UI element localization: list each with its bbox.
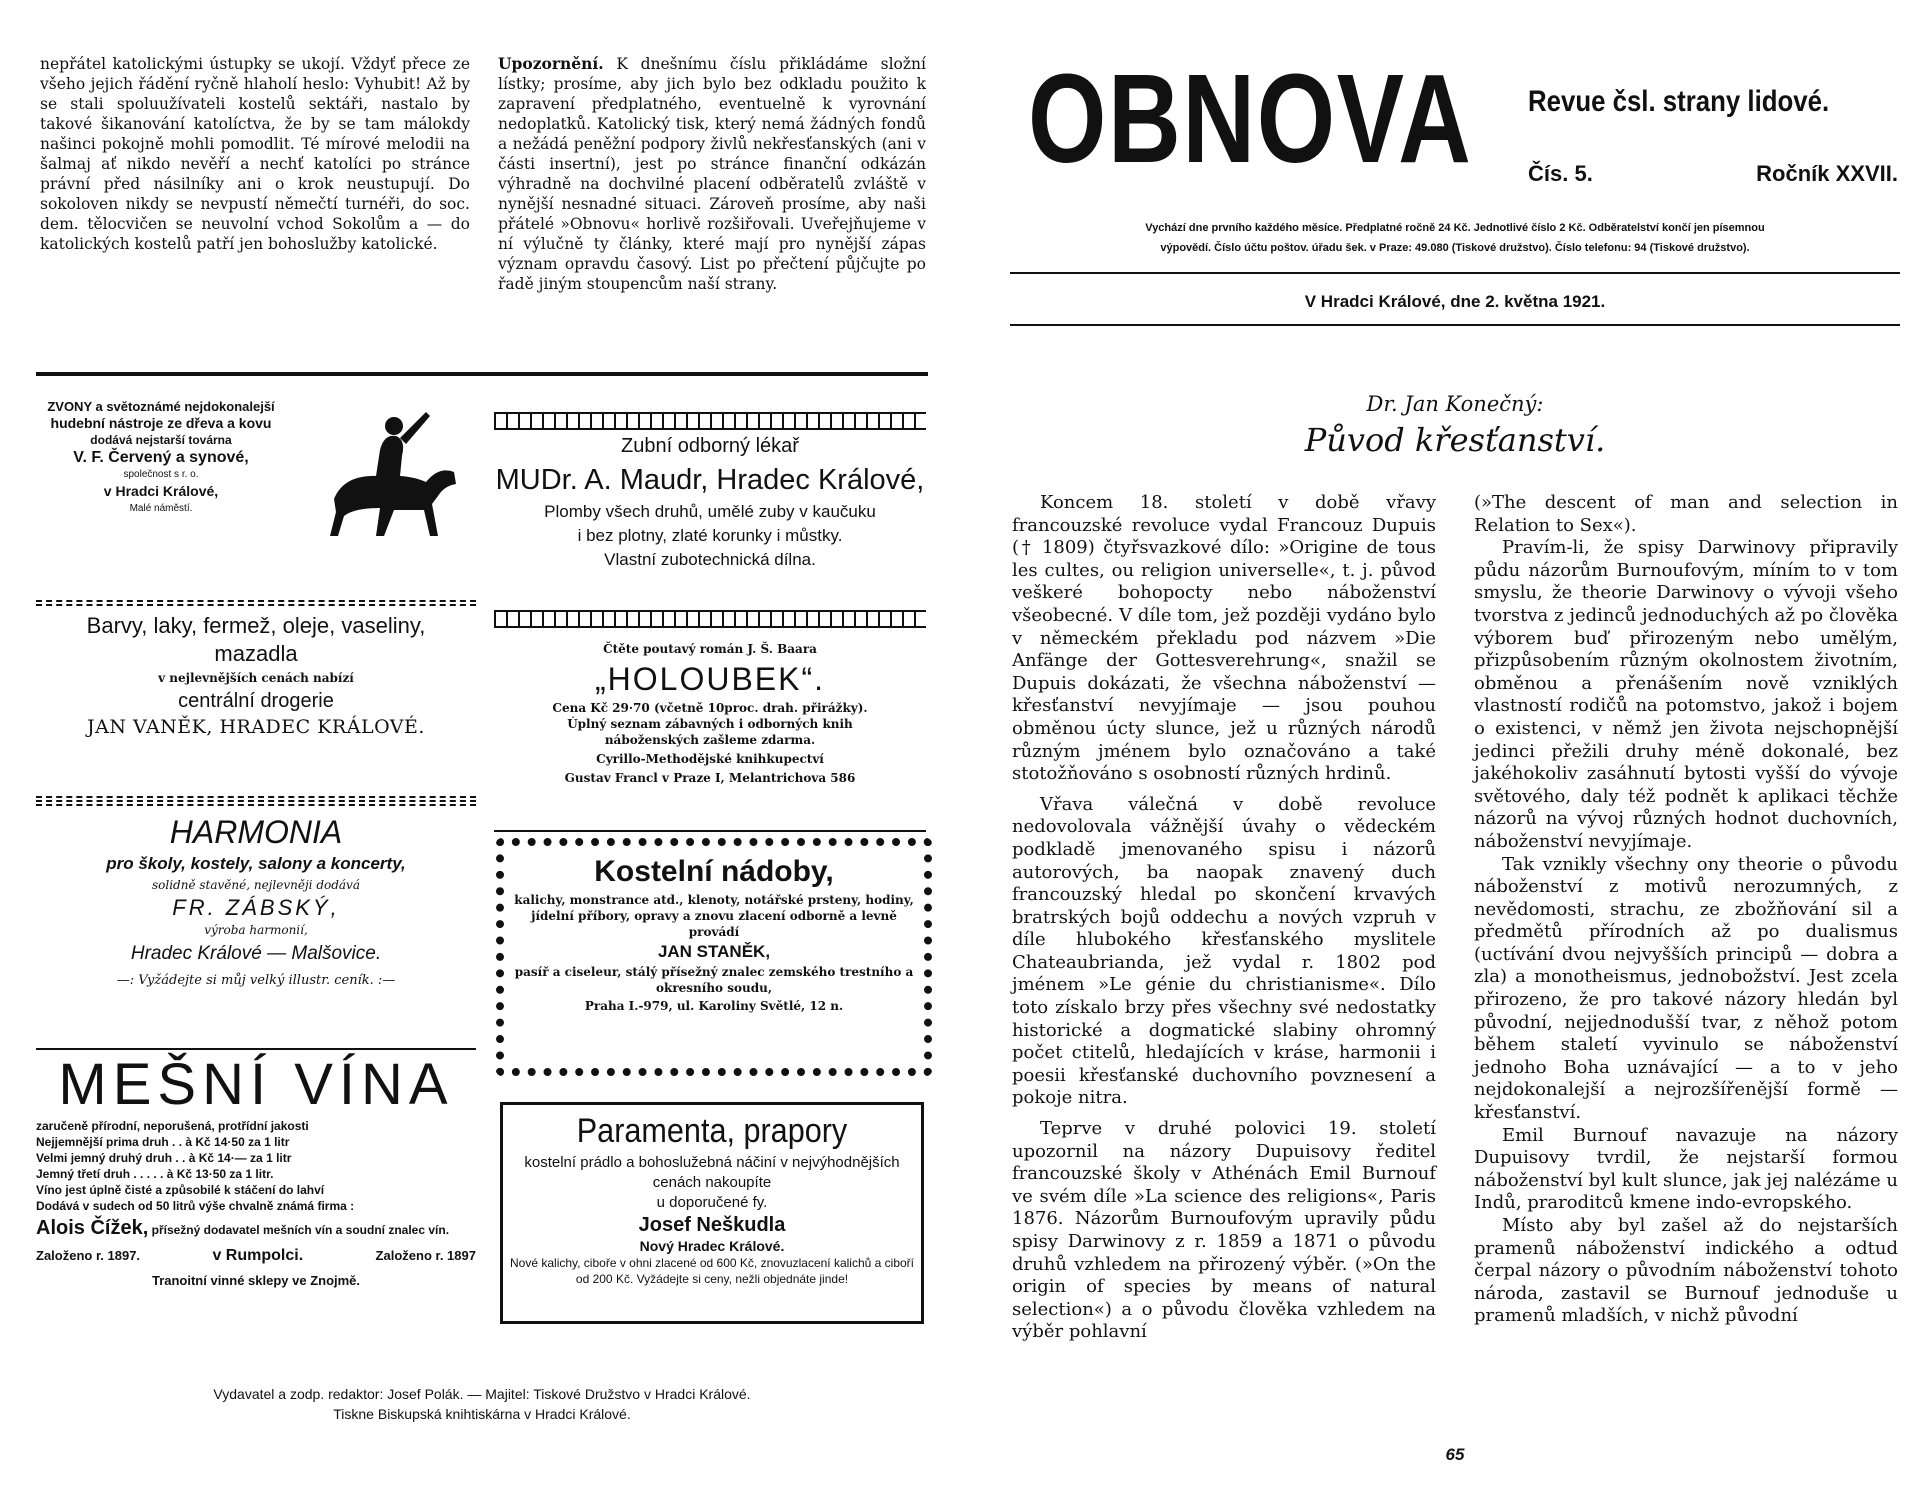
- masthead-info-line: Vychází dne prvního každého měsíce. Předplatné ročně 24 Kč. Jednotlivé číslo 2 Kč. Odběratelství končí jen písemnou: [1145, 222, 1765, 234]
- ad-holoubek: [494, 640, 926, 786]
- ad-vina-line: Tranoitní vinné sklepy ve Znojmě.: [151, 1273, 361, 1288]
- ad-divider: [36, 1048, 476, 1050]
- ad-nadoby-address: Praha I.-979, ul. Karoliny Světlé, 12 n.: [584, 999, 844, 1013]
- ad-harmonia-line: solidně stavěné, nejlevněji dodává: [151, 878, 360, 892]
- ad-zubni-doctor: MUDr. A. Maudr, Hradec Králové,: [495, 464, 925, 496]
- ad-vina-line: Víno jest úplně čisté a způsobilé k stáčení do lahví: [36, 1183, 325, 1197]
- ad-drogerie-line: centrální drogerie: [178, 690, 334, 712]
- article-paragraph: Koncem 18. století v době vřavy francouzské revoluce vydal Francouz Dupuis († 1809) čtyřsvazkové dílo: »Origine de tous les cultes, ou religion universelle«, t. j. původ veškeré bohopocty nebo náboženství všeobecné. V díle tom, jež později vydáno bylo v německém překladu pod názvem »Die Anfänge der Gottesverehrung«, snažil se Dupuis dokázati, že všechna náboženství — křesťanství nevyjímaje — jsou pouhou obměnou úcty slunce, jež u různých národů různým jménem bylo označováno a také stotožňováno s osobností různých hrdinů.: [1012, 492, 1436, 785]
- ad-divider: [36, 600, 476, 602]
- ad-drogerie-line: Barvy, laky, fermež, oleje, vaseliny,: [86, 613, 426, 638]
- masthead-rule: [1010, 324, 1900, 326]
- article-paragraph: Vřava válečná v době revoluce nedovolovala vážnější úvahy o vědeckém podkladě jmenovaného spisu i názorů autorových, ba naopak znavený duch francouzský hledal po skončení krvavých bratrských bojů oddechu a nových vzpruh v díle hlubokého křesťanského myslitele Chateaubrianda, jež vydal r. 1802 pod jménem »Le génie du christianisme«. Dílo toto získalo brzy přes všechny své nedostatky historické a dogmatické slabiny ohromný počet ctitelů, hledajících v kráse, harmonii i poesii křesťanské duchovního povznesení a pokoje nitra.: [1012, 793, 1436, 1109]
- ad-nadoby-line: kalichy, monstrance atd., klenoty, notářské prsteny, hodiny, jídelní příbory, opravy a znovu zlacení odborně a levně provádí: [514, 893, 914, 939]
- ad-zvony-company: V. F. Červený a synové,: [73, 449, 249, 466]
- ad-vina-founded: Založeno r. 1897.: [36, 1248, 141, 1263]
- ad-vina-price: Nejjemnější prima druh . . à Kč 14·50 za 1 litr: [36, 1135, 290, 1149]
- ad-harmonia: [36, 812, 476, 992]
- imprint-line: Vydavatel a zodp. redaktor: Josef Polák. — Majitel: Tiskové Družstvo v Hradci Králové.: [213, 1386, 751, 1402]
- ad-holoubek-line: Úplný seznam zábavných i odborných knih náboženských zašleme zdarma.: [567, 717, 853, 747]
- masthead-info-line: výpovědí. Číslo účtu poštov. úřadu šek. v Praze: 49.080 (Tiskové družstvo). Číslo telefonu: 94 (Tiskové družstvo).: [1160, 242, 1750, 254]
- ad-divider: [36, 800, 476, 802]
- article-column-1: [1012, 492, 1436, 1344]
- ad-harmonia-address: Hradec Králové — Malšovice.: [130, 943, 382, 964]
- ad-zvony-line: Malé náměstí.: [129, 503, 193, 514]
- ad-divider: [36, 796, 476, 798]
- section-divider: [36, 372, 928, 376]
- ad-zvony-line: hudební nástroje ze dřeva a kovu: [50, 415, 272, 431]
- article-paragraph: Tak vznikly všechny ony theorie o původu náboženství z motivů nerozumných, z nevědomosti, strachu, ze zbožňování sil a předmětů přírodních až po dualismus (uctívání dvou nejvyšších principů — dobra a zla) a monotheismus, jednobožství. Jest zcela přirozeno, že pro takové názory hledán byl původní, nejjednodušší tvar, z něhož potom během staletí vyvinulo se náboženství jednoho Boha uznávající — a to v jeho nejdokonalejší a nejrozšířenější formě — křesťanství.: [1474, 853, 1898, 1124]
- notice-lead: Upozornění.: [498, 54, 604, 73]
- ad-drogerie-line: v nejlevnějších cenách nabízí: [158, 671, 354, 685]
- ad-holoubek-line: Čtěte poutavý román J. Š. Baara: [603, 642, 817, 656]
- ad-holoubek-line: Gustav Francl v Praze I, Melantrichova 586: [564, 771, 856, 785]
- masthead-info: [1010, 218, 1900, 258]
- article-paragraph: Místo aby byl zašel až do nejstarších pramenů náboženství indického a odtud čerpal názory o původním náboženství tohoto národa, zastavil se Burnouf jednoduše u pramenů mladších, v nichž původní: [1474, 1215, 1898, 1327]
- ad-drogerie: [36, 612, 476, 740]
- ad-nadoby: [496, 838, 932, 1076]
- ad-vina-place: v Rumpolci.: [212, 1247, 304, 1264]
- ad-paramenta-line: kostelní prádlo a bohoslužebná náčiní v nejvýhodnějších cenách nakoupíte: [524, 1154, 900, 1191]
- ad-zubni-line: Zubní odborný lékař: [621, 435, 799, 457]
- masthead-title: OBNOVA: [1028, 48, 1473, 189]
- article-author: Dr. Jan Konečný:: [1366, 392, 1544, 416]
- ad-divider: [36, 604, 476, 606]
- ornament-border: [494, 610, 926, 628]
- left-column-text: [40, 54, 470, 254]
- ad-harmonia-line: výroba harmonií,: [204, 923, 308, 937]
- ad-zvony-line: společnost s r. o.: [123, 469, 199, 480]
- ad-divider: [36, 804, 476, 806]
- ad-paramenta-title: Paramenta, prapory: [576, 1112, 848, 1150]
- ad-harmonia-line: pro školy, kostely, salony a koncerty,: [106, 854, 406, 873]
- article-paragraph: Emil Burnouf navazuje na názory Dupuisovy tvrdil, že nejstarší formou náboženství byl kult slunce, jak jej nalézáme u Indů, praroditců kmene indo-evropského.: [1474, 1124, 1898, 1214]
- article-title: Původ křesťanství.: [1304, 421, 1606, 459]
- ad-zvony-line: ZVONY a světoznámé nejdokonalejší: [47, 399, 275, 414]
- ad-zubni: [494, 432, 926, 572]
- article-column-2: [1474, 492, 1898, 1328]
- ad-holoubek-line: Cyrillo-Methodějské knihkupectví: [596, 752, 824, 766]
- ad-vina-price: Velmi jemný druhý druh . . à Kč 14·— za 1 litr: [36, 1151, 292, 1165]
- article-paragraph: Teprve v druhé polovici 19. století upozornil na názory Dupuisovy ředitel francouzské školy v Athénách Emil Burnouf ve svém díle »La science des religions«, Paris 1876. Názorům Burnoufovým upravily půdu spisy Darwinovy z r. 1859 a 1871 o původu druhů vzhledem na přirozený výběr. (»On the origin of species by means of natural selection«) a o původu člověka vzhledem na výběr pohlavní: [1012, 1118, 1436, 1343]
- ad-zvony-city: v Hradci Králové,: [103, 483, 219, 499]
- ad-paramenta-line: Nové kalichy, ciboře v ohni zlacené od 600 Kč, znovuzlacení kalichů a ciboří od 200 Kč. Vyžádejte si ceny, nežli objednáte jinde!: [510, 1256, 914, 1286]
- imprint: [36, 1384, 928, 1424]
- notice-paragraph: K dnešnímu číslu přikládáme složní lístky; prosíme, aby jich bylo bez odkladu použito k zapravení předplatného, eventuelně k vyrovnání nedoplatků. Katolický tisk, který nemá žádných fondů a nežádá peněžní podpory živlů nekřesťanských (ani v části insertní), jest po stránce finanční odkázán výhradně na dochvilné placení odběratelů zvláště v nynější nesnadné situaci. Zároveň prosíme, aby naši přátelé »Obnovu« horlivě rozšiřovali. Uveřejňujeme v ní výlučně ty články, které mají pro nynější zápas význam opravdu časový. List po přečtení půjčujte po řadě jiným stoupencům naší strany.: [498, 55, 926, 293]
- masthead-subtitle: Revue čsl. strany lidové.: [1528, 85, 1830, 118]
- ad-holoubek-line: Cena Kč 29·70 (včetně 10proc. drah. přirážky).: [552, 701, 868, 715]
- article-paragraph: Pravím-li, že spisy Darwinovy připravily půdu názorům Burnoufovým, míním to v tom smyslu, že theorie Darwinovy o vývoji všeho tvorstva z jedinců jednoduchých až po člověka výborem buď přirozeným nebo umělým, přizpůsobením různým okolnostem životním, obměnou a přenášením nově vzniklých vlastností rodičů na potomstvo, jakož i bojem o existenci, v němž jen života nejschopnější jedinci přežili druhy méně dokonalé, bez jakéhokoliv zasáhnutí bytosti vyšší do vývoje světového, daly též podnět k aplikaci těchže názorů na vývoj různých hodnot duchovních, náboženství nevyjímaje.: [1474, 537, 1898, 852]
- ad-harmonia-company: FR. ZÁBSKÝ,: [172, 895, 340, 920]
- ad-vina-price: Jemný třetí druh . . . . . à Kč 13·50 za 1 litr.: [36, 1167, 274, 1181]
- ad-vina-title: MEŠNÍ VÍNA: [58, 1052, 454, 1117]
- ad-vina: [36, 1052, 476, 1292]
- ad-zvony: [36, 398, 476, 582]
- volume-number: Ročník XXVII.: [1756, 161, 1898, 186]
- ad-zubni-line: Plomby všech druhů, umělé zuby v kaučuku: [544, 502, 876, 521]
- ad-holoubek-title: „HOLOUBEK“.: [594, 661, 826, 697]
- imprint-line: Tiskne Biskupská knihtiskárna v Hradci Králové.: [333, 1406, 631, 1422]
- ad-nadoby-line: pasíř a ciseleur, stálý přísežný znalec zemského trestního a okresního soudu,: [514, 965, 914, 995]
- ornament-border: [494, 412, 926, 430]
- ad-divider: [494, 830, 926, 832]
- ad-paramenta-place: Nový Hradec Králové.: [639, 1238, 785, 1254]
- ad-nadoby-title: Kostelní nádoby,: [594, 855, 834, 888]
- ad-zvony-line: dodává nejstarší továrna: [90, 433, 232, 447]
- ad-nadoby-company: JAN STANĚK,: [657, 942, 771, 961]
- ad-harmonia-title: HARMONIA: [169, 814, 343, 850]
- horseman-illustration: [314, 404, 464, 544]
- ad-vina-company: Alois Čížek,: [36, 1217, 149, 1239]
- ad-vina-founded: Založeno r. 1897: [375, 1248, 476, 1263]
- ad-zubni-line: Vlastní zubotechnická dílna.: [604, 550, 816, 569]
- notice-column: [498, 54, 926, 294]
- ad-drogerie-line: mazadla: [214, 641, 298, 666]
- ad-paramenta-line: u doporučené fy.: [656, 1194, 768, 1211]
- ad-paramenta: [500, 1102, 924, 1324]
- ad-paramenta-company: Josef Neškudla: [638, 1214, 786, 1236]
- masthead-rule: [1010, 272, 1900, 274]
- ad-harmonia-line: —: Vyžádejte si můj velký illustr. ceník. :—: [116, 973, 396, 988]
- ad-vina-line: zaručeně přírodní, neporušená, protřídní jakosti: [36, 1119, 309, 1133]
- left-col1-paragraph: nepřátel katolickými ústupky se ukojí. Vždyť přece ze všeho jejich řádění ryčně hlaholí heslo: Vyhubit! Až by se stali spoluužívateli kostelů sektáři, nastalo by takové šikanování katolíctva, že by se tam málokdy našinci pokojně mohli pomodlit. Té mírové melodii na šalmaj ať nikdo nevěří a nechť katolíci po stránce právní před násilníky ani o krok neustupují. Do sokoloven nikdy se nevpustí němečtí turnéři, do soc. dem. tělocvičen se neuvolní vchod Sokolům a — do katolických kostelů patří jen bohoslužby katolické.: [40, 55, 470, 253]
- page-number: 65: [1445, 1445, 1465, 1464]
- ad-zubni-line: i bez plotny, zlaté korunky i můstky.: [577, 526, 843, 545]
- ad-drogerie-company: JAN VANĚK, HRADEC KRÁLOVÉ.: [87, 716, 425, 738]
- ad-vina-line: Dodává v sudech od 50 litrů výše chvalně známá firma :: [36, 1199, 355, 1213]
- dateline: V Hradci Králové, dne 2. května 1921.: [1304, 292, 1606, 311]
- issue-number: Čís. 5.: [1528, 161, 1593, 186]
- ad-vina-line: přísežný dodavatel mešních vín a soudní znalec vín.: [151, 1223, 450, 1237]
- article-paragraph: (»The descent of man and selection in Relation to Sex«).: [1474, 492, 1898, 536]
